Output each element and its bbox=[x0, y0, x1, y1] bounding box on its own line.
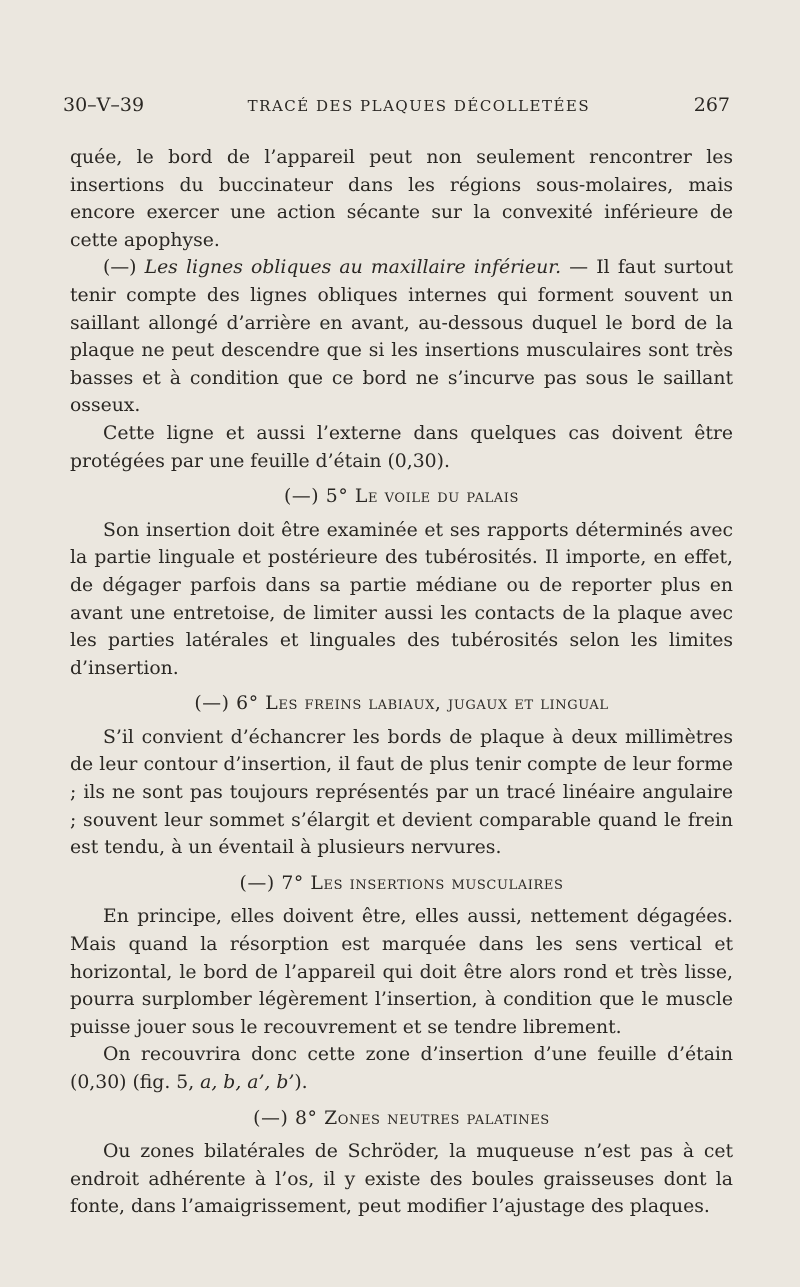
section-heading-insertions: (—) 7° Les insertions musculaires bbox=[239, 872, 564, 894]
paragraph-zones-neutres: Ou zones bilatérales de Schröder, la muqueuse n’est pas à cet endroit adhérente à l’os, il y existe des boules graisseuses dont la fonte, dans l’amaigrissement, peut modifier l’ajustage des plaques. bbox=[70, 1141, 733, 1218]
paragraph-insertions-1: En principe, elles doivent être, elles aussi, nettement dégagées. Mais quand la résorption est marquée dans les sens vertical et horizontal, le bord de l’appareil qui doit être alors rond et très lisse, pourra surplomber légèrement l’insertion, à condition que le muscle puisse jouer sous le recouvrement et se tendre librement. bbox=[70, 906, 733, 1038]
paragraph-title: Les lignes obliques au maxillaire inférieur. bbox=[144, 257, 562, 279]
paragraph-continuation: quée, le bord de l’appareil peut non seulement rencontrer les insertions du buccinateur dans les régions sous-molaires, mais encore exercer une action sécante sur la convexité inférieure de cette apophyse. bbox=[70, 147, 733, 251]
section-heading-voile-du-palais: (—) 5° Le voile du palais bbox=[283, 486, 520, 508]
page-number: 267 bbox=[693, 94, 730, 116]
paragraph-insertions-2: On recouvrira donc cette zone d’insertion d’une feuille d’étain (0,30) (fig. 5, a, b, a’, b’). bbox=[70, 1044, 733, 1093]
paragraph-text: — Il faut surtout tenir compte des lignes obliques internes qui forment souvent un saillant allongé d’arrière en avant, au-dessous duquel le bord de la plaque ne peut descendre que si les insertions musculaires sont très basses et à condition que ce bord ne s’incurve pas sous le saillant osseux. bbox=[70, 257, 733, 417]
section-heading-zones-neutres: (—) 8° Zones neutres palatines bbox=[253, 1107, 550, 1129]
header-date: 30–V–39 bbox=[63, 94, 145, 116]
paragraph-voile-du-palais: Son insertion doit être examinée et ses rapports déterminés avec la partie linguale et postérieure des tubérosités. Il importe, en effet, de dégager parfois dans sa partie médiane ou de reporter plus en avant une entretoise, de limiter aussi les contacts de la plaque avec les parties latérales et linguales des tubérosités selon les limites d’insertion. bbox=[70, 519, 733, 679]
section-heading-freins: (—) 6° Les freins labiaux, jugaux et lingual bbox=[194, 693, 609, 715]
paragraph-freins: S’il convient d’échancrer les bords de plaque à deux millimètres de leur contour d’insertion, il faut de plus tenir compte de leur forme ; ils ne sont pas toujours représentés par un tracé linéaire angulaire ; souvent leur sommet s’élargit et devient comparable quand le frein est tendu, à un éventail à plusieurs nervures. bbox=[70, 726, 733, 859]
figure-references: a, b, a’, b’ bbox=[200, 1072, 295, 1093]
page-header bbox=[63, 94, 730, 116]
page-body bbox=[70, 144, 733, 1221]
running-title: TRACÉ DES PLAQUES DÉCOLLETÉES bbox=[247, 97, 591, 115]
paragraph-lignes-obliques bbox=[70, 254, 733, 420]
paragraph-ligne-externe: Cette ligne et aussi l’externe dans quelques cas doivent être protégées par une feuille d’étain (0,30). bbox=[70, 422, 733, 472]
section-marker: (—) bbox=[103, 257, 145, 279]
